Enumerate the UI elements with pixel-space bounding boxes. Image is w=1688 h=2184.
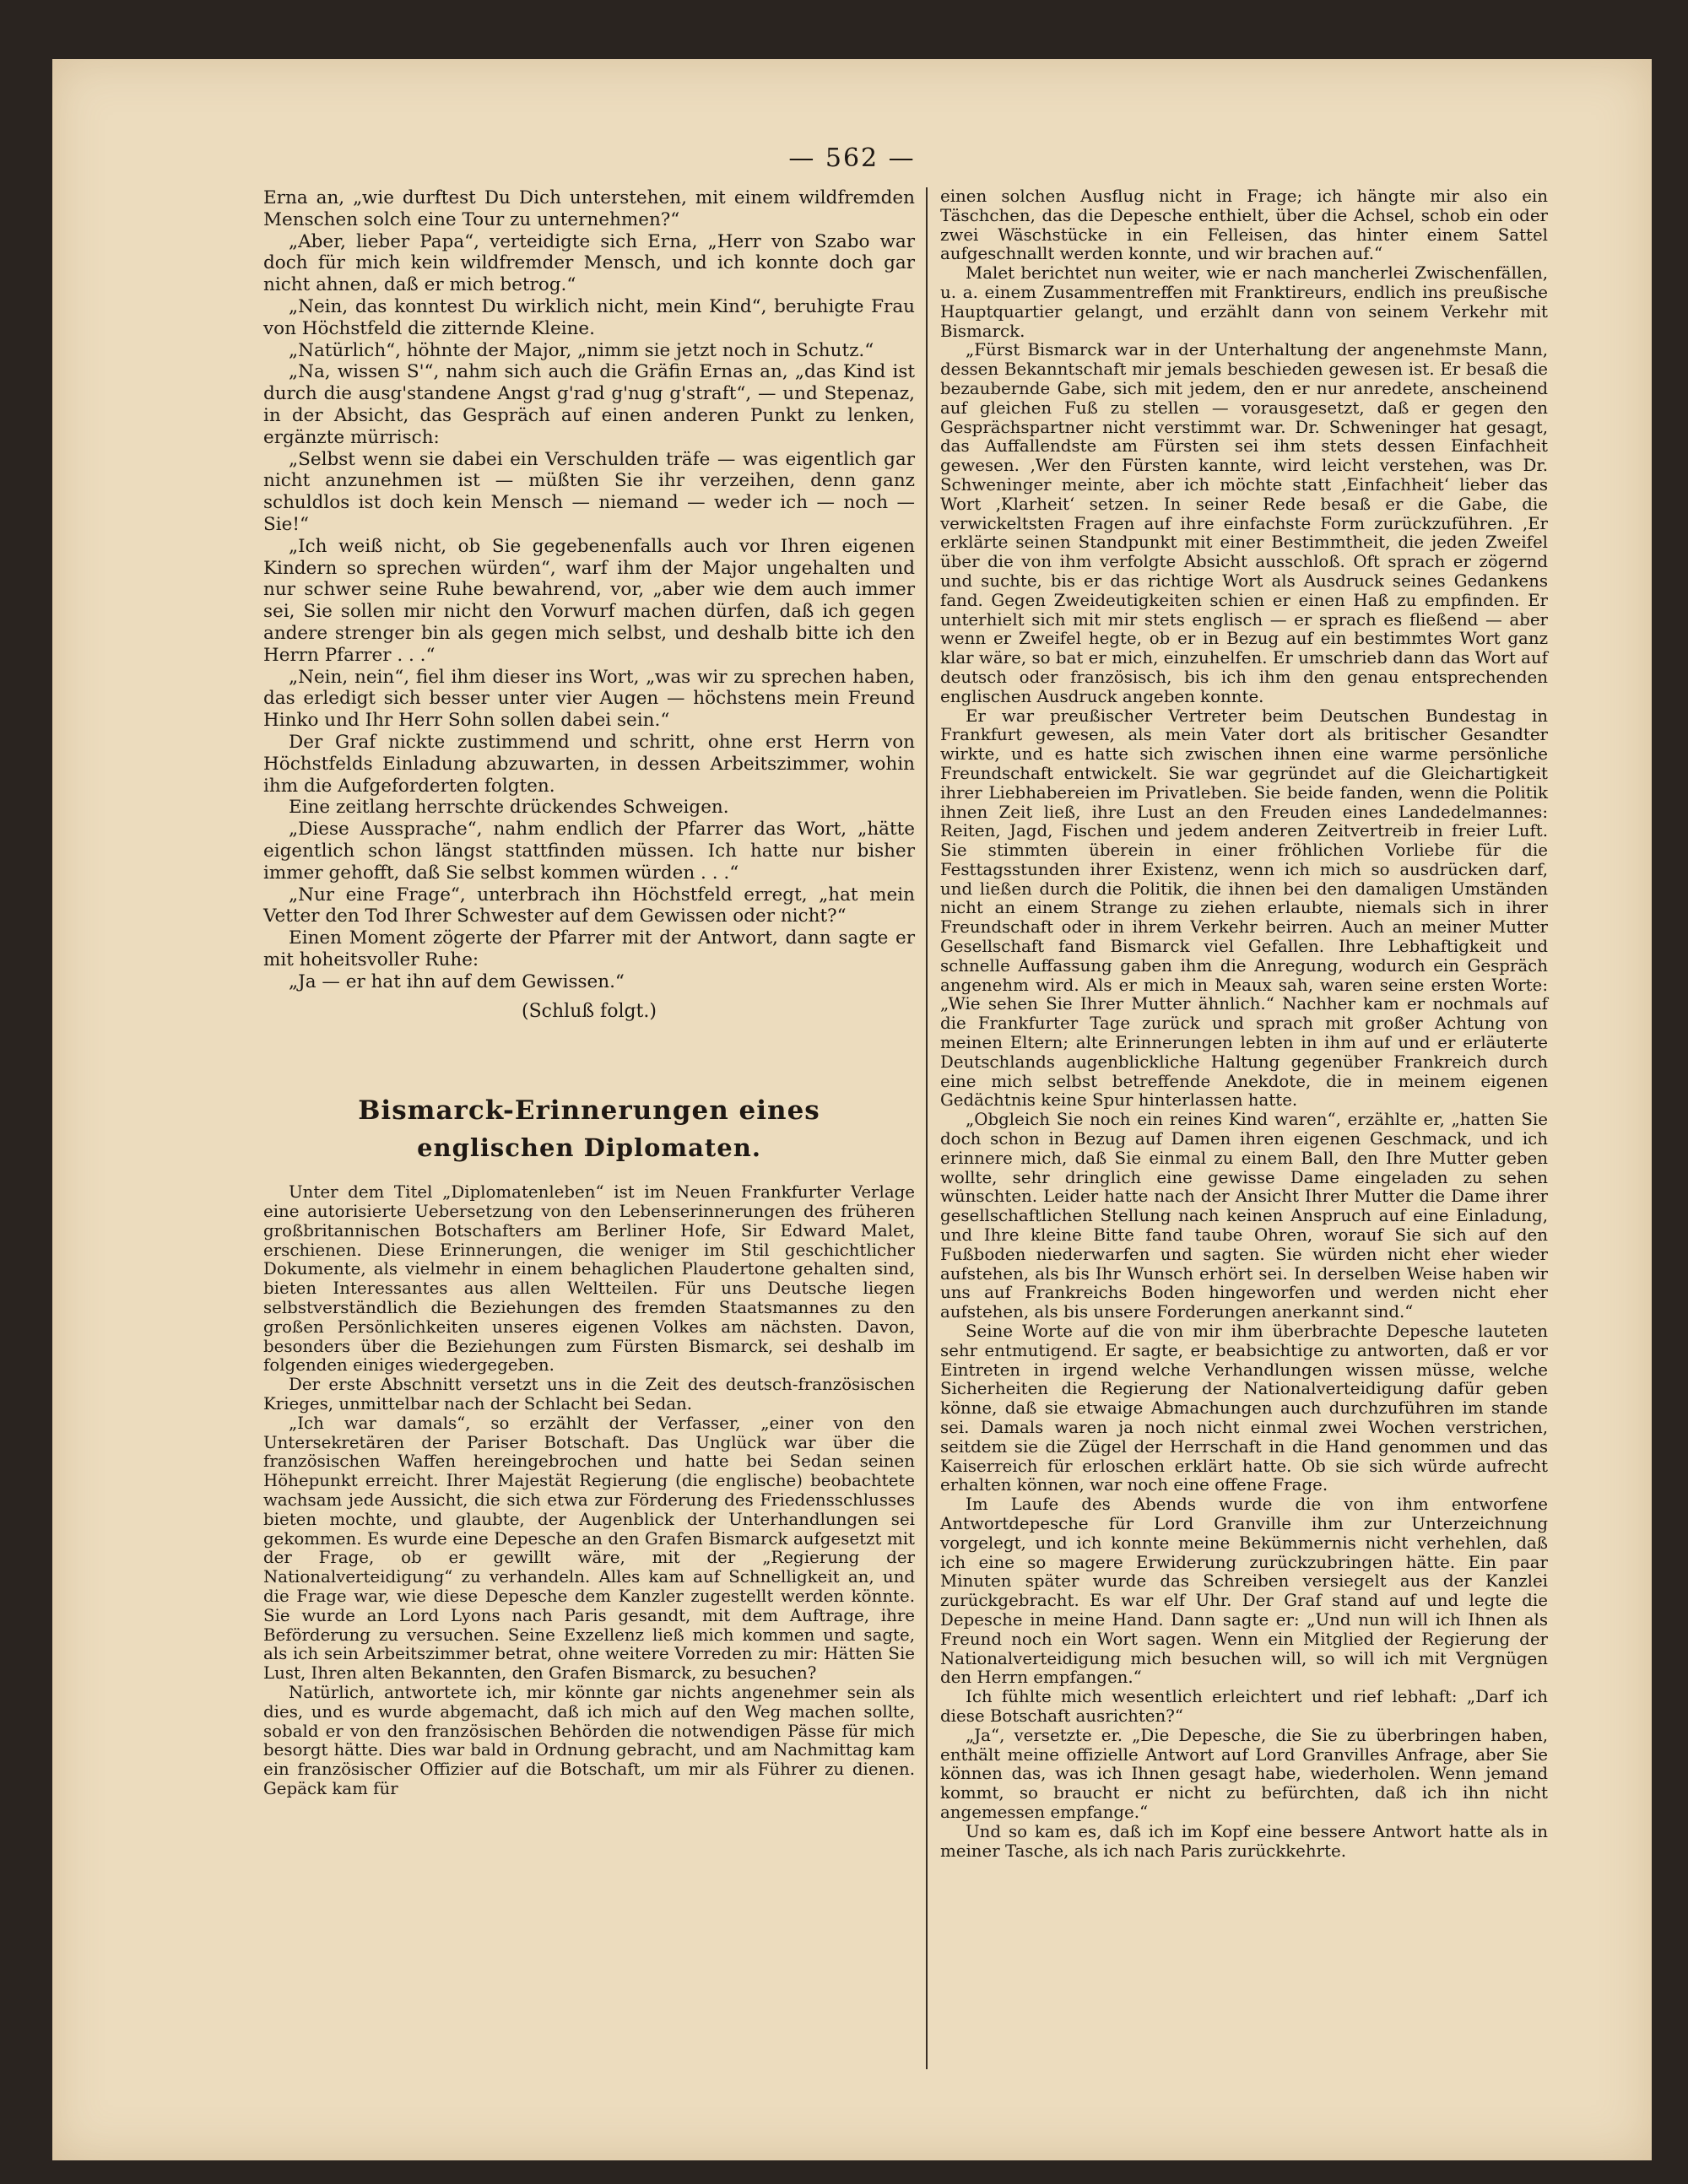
article-headline: Bismarck-Erinnerungen eines	[358, 1095, 820, 1127]
right-column	[940, 187, 1548, 1861]
article-paragraph: „Ich war damals“, so erzählt der Verfasser, „einer von den Untersekretären der Pariser Botschaft. Das Unglück war über die französischen Waffen hereingebrochen und hatte bei Sedan seinen Höhepunkt erreicht. Ihrer Majestät Regierung (die englische) beobachtete wachsam jede Aussicht, die sich etwa zur Förderung des Friedensschlusses bieten mochte, und glaubte, der Augenblick der Unterhandlungen sei gekommen. Es wurde eine Depesche an den Grafen Bismarck aufgesetzt mit der Frage, ob er gewillt wäre, mit der „Regierung der Nationalverteidigung“ zu verhandeln. Alles kam auf Schnelligkeit an, und die Frage war, wie diese Depesche dem Kanzler zugestellt werden könnte. Sie wurde an Lord Lyons nach Paris gesandt, mit dem Auftrage, ihre Beförderung zu versuchen. Seine Exzellenz ließ mich kommen und sagte, als ich sein Arbeitszimmer betrat, ohne weitere Vorreden zu mir: Hätten Sie Lust, Ihren alten Bekannten, den Grafen Bismarck, zu besuchen?	[263, 1413, 915, 1684]
column-divider	[926, 187, 928, 2069]
story-paragraph: „Nur eine Frage“, unterbrach ihn Höchstfeld erregt, „hat mein Vetter den Tod Ihrer Schwester auf dem Gewissen oder nicht?“	[263, 884, 915, 927]
left-column	[263, 187, 915, 1799]
article-paragraph: Natürlich, antwortete ich, mir könnte gar nichts angenehmer sein als dies, und es wurde abgemacht, daß ich mich auf den Weg machen sollte, sobald er von den französischen Behörden die notwendigen Pässe für mich besorgt hätte. Dies war bald in Ordnung gebracht, und am Nachmittag kam ein französischer Offizier auf die Botschaft, um mir als Führer zu dienen. Gepäck kam für	[263, 1683, 915, 1798]
article-subheadline: englischen Diplomaten.	[417, 1133, 761, 1163]
story-paragraph: Der Graf nickte zustimmend und schritt, ohne erst Herrn von Höchstfelds Einladung abzuwarten, in dessen Arbeitszimmer, wohin ihm die Aufgeforderten folgten.	[263, 731, 915, 797]
article-body-left	[263, 1183, 915, 1799]
article-paragraph: Unter dem Titel „Diplomatenleben“ ist im Neuen Frankfurter Verlage eine autorisierte Uebersetzung von den Lebenserinnerungen des früheren großbritannischen Botschafters am Berliner Hofe, Sir Edward Malet, erschienen. Diese Erinnerungen, die weniger im Stil geschichtlicher Dokumente, als vielmehr in einem behaglichen Plaudertone gehalten sind, bieten Interessantes aus allen Weltteilen. Für uns Deutsche liegen selbstverständlich die Beziehungen des fremden Staatsmannes zu den großen Persönlichkeiten unseres eigenen Volkes am nächsten. Davon, besonders über die Beziehungen zum Fürsten Bismarck, sei deshalb im folgenden einiges wiedergegeben.	[263, 1182, 915, 1376]
story-paragraph: „Nein, nein“, fiel ihm dieser ins Wort, „was wir zu sprechen haben, das erledigt sich besser unter vier Augen — höchstens mein Freund Hinko und Ihr Herr Sohn sollen dabei sein.“	[263, 666, 915, 732]
to-be-continued: (Schluß folgt.)	[522, 1001, 657, 1023]
story-paragraph: Erna an, „wie durftest Du Dich unterstehen, mit einem wildfremden Menschen solch eine Tour zu unternehmen?“	[263, 187, 915, 230]
article-paragraph: einen solchen Ausflug nicht in Frage; ich hängte mir also ein Täschchen, das die Depesche enthielt, über die Achsel, schob ein oder zwei Wäschstücke in ein Felleisen, das hinter einem Sattel aufgeschnallt werden konnte, und wir brachen auf.“	[940, 187, 1548, 264]
story-paragraph: „Ja — er hat ihn auf dem Gewissen.“	[289, 970, 625, 992]
article-paragraph: „Ja“, versetzte er. „Die Depesche, die Sie zu überbringen haben, enthält meine offizielle Antwort auf Lord Granvilles Anfrage, aber Sie können das, was ich Ihnen gesagt habe, wiederholen. Wenn jemand kommt, so braucht er nicht zu befürchten, daß ich ihn nicht angemessen empfange.“	[940, 1725, 1548, 1822]
article-paragraph: Und so kam es, daß ich im Kopf eine bessere Antwort hatte als in meiner Tasche, als ich nach Paris zurückkehrte.	[940, 1821, 1548, 1861]
story-paragraph: „Aber, lieber Papa“, verteidigte sich Erna, „Herr von Szabo war doch für mich kein wildfremder Mensch, und ich konnte doch gar nicht ahnen, daß er mich betrog.“	[263, 230, 915, 296]
article-paragraph: „Fürst Bismarck war in der Unterhaltung der angenehmste Mann, dessen Bekanntschaft mir jemals beschieden gewesen ist. Er besaß die bezaubernde Gabe, sich mit jedem, den er nur anredete, anscheinend auf gleichen Fuß zu stellen — vorausgesetzt, daß er gegen den Gesprächspartner nicht verstimmt war. Dr. Schweninger hat gesagt, das Auffallendste am Fürsten sei ihm stets dessen Einfachheit gewesen. ‚Wer den Fürsten kannte, wird leicht verstehen, was Dr. Schweninger meinte, aber ich möchte statt ‚Einfachheit‘ lieber das Wort ‚Klarheit‘ setzen. In seiner Rede besaß er die Gabe, die verwickeltsten Fragen auf ihre einfachste Form zurückzuführen. ‚Er erklärte seinen Standpunkt mit einer Bestimmtheit, die jeden Zweifel über die von ihm verfolgte Absicht ausschloß. Oft sprach er zögernd und suchte, bis er das richtige Wort als Ausdruck seines Gedankens fand. Gegen Zweideutigkeiten schien er einen Haß zu empfinden. Er unterhielt sich mit mir stets englisch — er sprach es fließend — aber wenn er Zweifel hegte, ob er in Bezug auf ein bestimmtes Wort ganz klar wäre, so bat er mich, einzuhelfen. Er umschrieb dann das Wort auf deutsch oder französisch, bis ich ihm den genau entsprechenden englischen Ausdruck angeben konnte.	[940, 340, 1548, 706]
article-paragraph: „Obgleich Sie noch ein reines Kind waren“, erzählte er, „hatten Sie doch schon in Bezug auf Damen ihren eigenen Geschmack, und ich erinnere mich, daß Sie einmal zu einem Ball, den Ihre Mutter geben wollte, sehr dringlich eine gewisse Dame eingeladen zu sehen wünschten. Leider hatte nach der Ansicht Ihrer Mutter die Dame ihrer gesellschaftlichen Stellung nach keinen Anspruch auf eine Einladung, und Ihre kleine Bitte fand taube Ohren, worauf Sie sich auf den Fußboden niederwarfen und sagten. Sie würden nicht eher wieder aufstehen, als bis Ihr Wunsch erhört sei. In derselben Weise haben wir uns auf Frankreichs Boden hingeworfen und werden nicht eher aufstehen, als bis unsere Forderungen anerkannt sind.“	[940, 1110, 1548, 1322]
story-paragraph: „Selbst wenn sie dabei ein Verschulden träfe — was eigentlich gar nicht anzunehmen ist — müßten Sie ihr verzeihen, denn ganz schuldlos ist doch kein Mensch — niemand — weder ich — noch — Sie!“	[263, 448, 915, 535]
page-number: — 562 —	[788, 143, 916, 173]
newspaper-page	[52, 59, 1652, 2160]
story-paragraph: Eine zeitlang herrschte drückendes Schweigen.	[289, 797, 729, 819]
story-paragraph: Einen Moment zögerte der Pfarrer mit der Antwort, dann sagte er mit hoheitsvoller Ruhe:	[263, 927, 915, 970]
story-paragraph: „Diese Aussprache“, nahm endlich der Pfarrer das Wort, „hätte eigentlich schon längst stattfinden müssen. Ich hatte nur bisher immer gehofft, daß Sie selbst kommen würden . . .“	[263, 819, 915, 884]
article-paragraph: Er war preußischer Vertreter beim Deutschen Bundestag in Frankfurt gewesen, als mein Vater dort als britischer Gesandter wirkte, und es hatte sich zwischen ihnen eine warme persönliche Freundschaft entwickelt. Sie war gegründet auf die Gleichartigkeit ihrer Liebhabereien im Privatleben. Sie beide fanden, wenn die Politik ihnen Zeit ließ, ihre Lust an den Freuden eines Landedelmannes: Reiten, Jagd, Fischen und jedem anderen Zeitvertreib in freier Luft. Sie stimmten überein in einer fröhlichen Vorliebe für die Festtagsstunden ihrer Existenz, wenn ich mich so ausdrücken darf, und ließen durch die Politik, die ihnen bei den damaligen Umständen nicht an einem Strange zu ziehen erlaubte, niemals sich in ihrer Freundschaft oder in ihrem Verkehr beirren. Auch an meiner Mutter Gesellschaft fand Bismarck viel Gefallen. Ihre Lebhaftigkeit und schnelle Auffassung gaben ihm die Anregung, wodurch ein Gespräch angenehm wird. Als er mich in Meaux sah, waren seine ersten Worte: „Wie sehen Sie Ihrer Mutter ähnlich.“ Nachher kam er nochmals auf die Frankfurter Tage zurück und sprach mit großer Achtung von meinen Eltern; alte Erinnerungen lebten in ihm auf und er erläuterte Deutschlands augenblickliche Haltung gegenüber Frankreich durch eine mich selbst betreffende Anekdote, die in meinem eigenen Gedächtnis keine Spur hinterlassen hatte.	[940, 705, 1548, 1111]
story-paragraph: „Ich weiß nicht, ob Sie gegebenenfalls auch vor Ihren eigenen Kindern so sprechen würden“, warf ihm der Major ungehalten und nur schwer seine Ruhe bewahrend, vor, „aber wie dem auch immer sei, Sie sollen mir nicht den Vorwurf machen dürfen, daß ich gegen andere strenger bin als gegen mich selbst, und deshalb bitte ich den Herrn Pfarrer . . .“	[263, 535, 915, 666]
story-paragraph: „Na, wissen S'“, nahm sich auch die Gräfin Ernas an, „das Kind ist durch die ausg'standene Angst g'rad g'nug g'straft“, — und Stepenaz, in der Absicht, das Gespräch auf einen anderen Punkt zu lenken, ergänzte mürrisch:	[263, 361, 915, 448]
story-paragraph: „Nein, das konntest Du wirklich nicht, mein Kind“, beruhigte Frau von Höchstfeld die zitternde Kleine.	[263, 295, 915, 339]
article-paragraph: Ich fühlte mich wesentlich erleichtert und rief lebhaft: „Darf ich diese Botschaft ausrichten?“	[940, 1687, 1548, 1726]
section-spacer	[263, 1033, 915, 1092]
article-paragraph: Seine Worte auf die von mir ihm überbrachte Depesche lauteten sehr entmutigend. Er sagte, er beabsichtige zu antworten, daß er vor Eintreten in irgend welche Verhandlungen wissen müsse, welche Sicherheiten die Regierung der Nationalverteidigung dafür geben könne, daß sie etwaige Abmachungen auch durchzuführen im stande sei. Damals waren ja noch nicht einmal zwei Wochen verstrichen, seitdem sie die Zügel der Herrschaft in die Hand genommen und das Kaiserreich für erloschen erklärt hatte. Ob sie sich würde aufrecht erhalten können, war noch eine offene Frage.	[940, 1322, 1548, 1495]
article-paragraph: Im Laufe des Abends wurde die von ihm entworfene Antwortdepesche für Lord Granville ihm zur Unterzeichnung vorgelegt, und ich konnte meine Bekümmernis nicht verhehlen, daß ich eine so magere Erwiderung zurückzubringen hätte. Ein paar Minuten später wurde das Schreiben versiegelt aus der Kanzlei zurückgebracht. Es war elf Uhr. Der Graf stand auf und legte die Depesche in meine Hand. Dann sagte er: „Und nun will ich Ihnen als Freund noch ein Wort sagen. Wenn ein Mitglied der Regierung der Nationalverteidigung mich besuchen will, so will ich mit Vergnügen den Herrn empfangen.“	[940, 1495, 1548, 1688]
article-paragraph: Malet berichtet nun weiter, wie er nach mancherlei Zwischenfällen, u. a. einem Zusammentreffen mit Franktireurs, endlich ins preußische Hauptquartier gelangt, und erzählt dann von seinem Verkehr mit Bismarck.	[940, 263, 1548, 341]
article-paragraph: Der erste Abschnitt versetzt uns in die Zeit des deutsch-französischen Krieges, unmittelbar nach der Schlacht bei Sedan.	[263, 1375, 915, 1414]
story-paragraph: „Natürlich“, höhnte der Major, „nimm sie jetzt noch in Schutz.“	[289, 339, 874, 361]
